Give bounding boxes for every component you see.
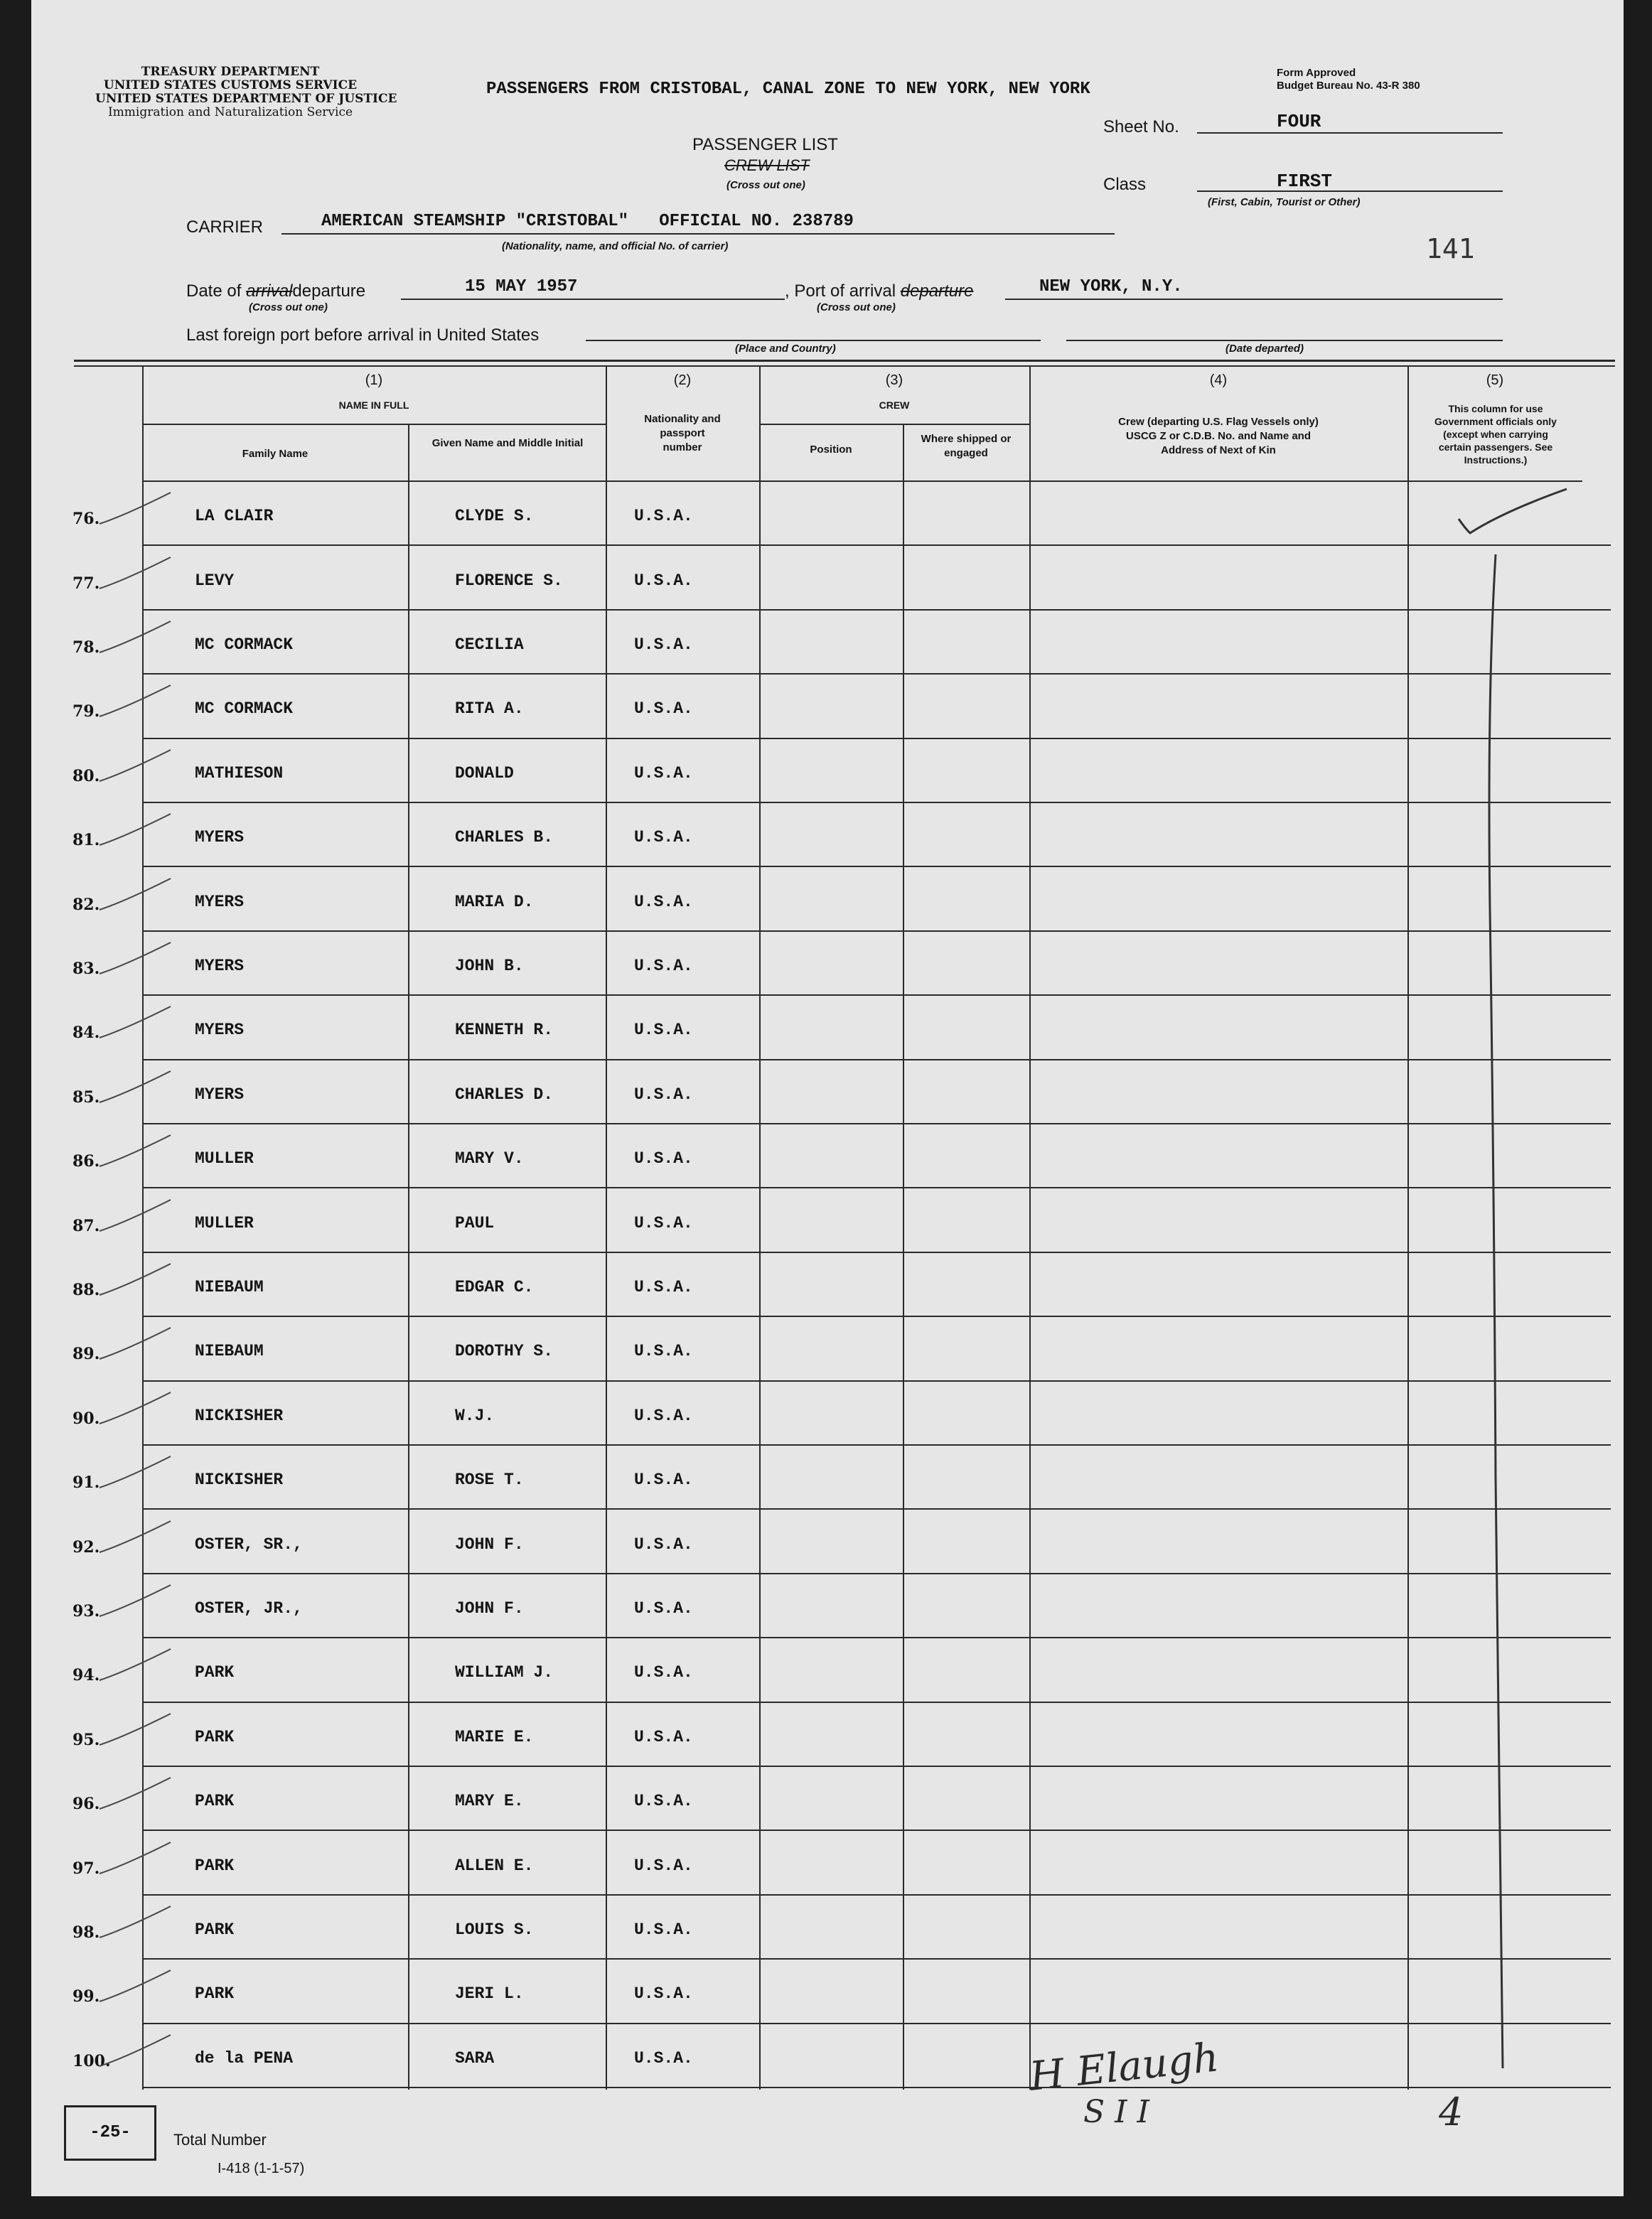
row-rule [142, 609, 1611, 611]
row-number: 92. [73, 1538, 100, 1557]
given-name: CHARLES D. [455, 1085, 554, 1104]
given-name: LOUIS S. [455, 1920, 534, 1939]
nationality: U.S.A. [634, 1407, 693, 1425]
col-given-name-header: Given Name and Middle Initial [431, 437, 584, 449]
nationality: U.S.A. [634, 1599, 693, 1618]
family-name: PARK [195, 1728, 235, 1746]
col2-number: (2) [673, 372, 692, 388]
col-position-header: Position [810, 444, 852, 456]
check-tick-icon [97, 553, 175, 596]
check-tick-icon [97, 1581, 175, 1623]
port-crossed-out: departure [900, 281, 974, 301]
document-sheet [31, 0, 1624, 2196]
row-rule [142, 1508, 1611, 1510]
given-name: DOROTHY S. [455, 1342, 554, 1360]
officer-initials: S I I [1083, 2094, 1149, 2130]
row-rule [142, 1187, 1611, 1188]
given-name: JOHN F. [455, 1535, 524, 1554]
family-name: de la PENA [195, 2049, 294, 2068]
nationality: U.S.A. [634, 1021, 693, 1039]
nationality: U.S.A. [634, 1535, 693, 1554]
row-rule [142, 1123, 1611, 1124]
total-number-box [64, 2105, 156, 2161]
given-name: MARY V. [455, 1149, 524, 1168]
row-number: 89. [73, 1345, 100, 1363]
col-nationality-header: Nationality and passport number [644, 413, 721, 453]
sheet-value: FOUR [1277, 111, 1321, 132]
nationality: U.S.A. [634, 957, 693, 975]
check-tick-icon [97, 874, 175, 917]
given-name: CHARLES B. [455, 828, 554, 847]
row-number: 77. [73, 574, 100, 593]
carrier-note: (Nationality, name, and official No. of carrier) [502, 240, 729, 252]
family-name: PARK [195, 1792, 235, 1810]
agency-line: Immigration and Naturalization Service [107, 105, 353, 119]
given-name: DONALD [455, 764, 514, 783]
row-number: 95. [73, 1731, 100, 1749]
carrier-label: CARRIER [186, 217, 264, 237]
col1-title: NAME IN FULL [338, 399, 409, 411]
family-name: PARK [195, 1857, 235, 1875]
row-number: 99. [73, 1987, 100, 2006]
agency-line: UNITED STATES DEPARTMENT OF JUSTICE [95, 92, 397, 106]
check-mark-icon [1459, 489, 1567, 533]
family-name: NICKISHER [195, 1471, 284, 1489]
agency-line: TREASURY DEPARTMENT [141, 65, 320, 79]
check-tick-icon [97, 1645, 175, 1687]
family-name: MC CORMACK [195, 699, 294, 718]
given-name: RITA A. [455, 699, 524, 718]
row-rule [142, 1252, 1611, 1253]
row-number: 79. [73, 702, 100, 721]
row-rule [142, 673, 1611, 675]
given-name: CLYDE S. [455, 507, 534, 525]
row-number: 94. [73, 1666, 100, 1685]
family-name: MYERS [195, 1085, 245, 1104]
col5-number: (5) [1486, 372, 1504, 388]
row-number: 81. [73, 831, 100, 849]
check-tick-icon [97, 1517, 175, 1559]
given-name: CECILIA [455, 635, 524, 654]
given-name: JERI L. [455, 1984, 524, 2003]
family-name: MYERS [195, 1021, 245, 1039]
family-name: MULLER [195, 1214, 254, 1232]
carrier-value: AMERICAN STEAMSHIP "CRISTOBAL" OFFICIAL NO. 238789 [321, 212, 854, 231]
place-note: (Place and Country) [735, 343, 836, 355]
row-rule [142, 1637, 1611, 1638]
family-name: LA CLAIR [195, 507, 274, 525]
last-port-label: Last foreign port before arrival in United States [186, 326, 540, 345]
check-tick-icon [97, 488, 175, 531]
agency-block [95, 65, 397, 119]
cross-out-note: (Cross out one) [726, 179, 805, 191]
row-rule [142, 1573, 1611, 1574]
nationality: U.S.A. [634, 2049, 693, 2068]
family-name: MC CORMACK [195, 635, 294, 654]
row-rule [142, 1958, 1611, 1960]
given-name: MARIA D. [455, 893, 534, 911]
column5-annotations [1446, 483, 1609, 2104]
given-name: MARIE E. [455, 1728, 534, 1746]
class-value: FIRST [1277, 171, 1333, 192]
check-tick-icon [97, 1709, 175, 1752]
nationality: U.S.A. [634, 1728, 693, 1746]
sheet-label: Sheet No. [1103, 117, 1179, 136]
nationality: U.S.A. [634, 699, 693, 718]
nationality: U.S.A. [634, 1920, 693, 1939]
given-name: EDGAR C. [455, 1278, 534, 1296]
given-name: JOHN F. [455, 1599, 524, 1618]
given-name: WILLIAM J. [455, 1663, 554, 1682]
family-name: OSTER, JR., [195, 1599, 303, 1618]
col-where-shipped-header: Where shipped or engaged [921, 433, 1012, 459]
given-name: JOHN B. [455, 957, 524, 975]
row-number: 100. [73, 2052, 111, 2070]
row-number: 82. [73, 896, 100, 914]
family-name: NIEBAUM [195, 1278, 264, 1296]
check-tick-icon [97, 810, 175, 852]
given-name: KENNETH R. [455, 1021, 554, 1039]
vertical-ditto-stroke [1489, 554, 1503, 2068]
date-crossed-out: arrival [246, 281, 293, 301]
family-name: LEVY [195, 571, 235, 590]
date-label-suffix: departure [292, 281, 366, 301]
check-tick-icon [97, 1259, 175, 1302]
port-label-prefix: , Port of arrival [785, 281, 896, 301]
check-tick-icon [97, 1773, 175, 1816]
family-name: MATHIESON [195, 764, 284, 783]
class-label: Class [1103, 175, 1147, 194]
route-title: PASSENGERS FROM CRISTOBAL, CANAL ZONE TO NEW YORK, NEW YORK [486, 80, 1090, 99]
col-family-name-header: Family Name [242, 448, 309, 460]
given-name: W.J. [455, 1407, 495, 1425]
check-tick-icon [97, 1196, 175, 1238]
row-number: 84. [73, 1023, 100, 1042]
nationality: U.S.A. [634, 635, 693, 654]
date-label-prefix: Date of [186, 281, 242, 301]
family-name: PARK [195, 1920, 235, 1939]
row-rule [142, 1444, 1611, 1446]
page-number-stamp: 141 [1426, 233, 1475, 264]
nationality: U.S.A. [634, 764, 693, 783]
row-rule [142, 544, 1611, 546]
family-name: MYERS [195, 893, 245, 911]
nationality: U.S.A. [634, 1342, 693, 1360]
check-tick-icon [97, 681, 175, 724]
given-name: FLORENCE S. [455, 571, 563, 590]
row-number: 83. [73, 960, 100, 978]
check-tick-icon [97, 1838, 175, 1881]
row-number: 85. [73, 1088, 100, 1107]
family-name: MYERS [195, 828, 245, 847]
given-name: PAUL [455, 1214, 495, 1232]
check-tick-icon [97, 1388, 175, 1431]
total-number-label: Total Number [173, 2131, 267, 2149]
date-value: 15 MAY 1957 [465, 277, 578, 296]
family-name: PARK [195, 1984, 235, 2003]
class-note: (First, Cabin, Tourist or Other) [1208, 196, 1361, 208]
nationality: U.S.A. [634, 1857, 693, 1875]
col5-title: This column for use Government officials only (except when carrying certain passengers. See Instructions.) [1434, 403, 1557, 466]
column5-count-mark: 4 [1439, 2090, 1464, 2134]
nationality: U.S.A. [634, 1663, 693, 1682]
nationality: U.S.A. [634, 828, 693, 847]
nationality: U.S.A. [634, 893, 693, 911]
nationality: U.S.A. [634, 1085, 693, 1104]
family-name: NICKISHER [195, 1407, 284, 1425]
check-tick-icon [97, 1452, 175, 1495]
check-tick-icon [97, 1902, 175, 1945]
given-name: MARY E. [455, 1792, 524, 1810]
port-label [785, 281, 973, 301]
row-number: 86. [73, 1152, 100, 1171]
row-number: 87. [73, 1217, 100, 1235]
check-tick-icon [97, 1131, 175, 1173]
row-number: 88. [73, 1281, 100, 1299]
nationality: U.S.A. [634, 1792, 693, 1810]
check-tick-icon [97, 1323, 175, 1366]
officer-signature: H Elaugh [1027, 2034, 1221, 2100]
row-rule [142, 2023, 1611, 2024]
agency-line: UNITED STATES CUSTOMS SERVICE [103, 78, 358, 92]
row-number: 78. [73, 638, 100, 657]
budget-bureau-number: Budget Bureau No. 43-R 380 [1277, 80, 1420, 92]
row-number: 98. [73, 1923, 100, 1942]
row-rule [142, 1894, 1611, 1896]
crossed-out-crew-list: CREW LIST [724, 156, 810, 174]
check-tick-icon [97, 617, 175, 660]
row-rule [142, 1059, 1611, 1060]
check-tick-icon [97, 938, 175, 981]
family-name: MYERS [195, 957, 245, 975]
row-number: 93. [73, 1602, 100, 1621]
row-rule [142, 802, 1611, 803]
row-rule [142, 1702, 1611, 1703]
row-number: 96. [73, 1795, 100, 1813]
family-name: MULLER [195, 1149, 254, 1168]
check-tick-icon [97, 1966, 175, 2009]
col1-number: (1) [365, 372, 383, 388]
check-tick-icon [97, 1002, 175, 1045]
nationality: U.S.A. [634, 507, 693, 525]
family-name: PARK [195, 1663, 235, 1682]
row-number: 76. [73, 510, 100, 528]
row-rule [142, 866, 1611, 867]
port-cross-note: (Cross out one) [817, 301, 896, 313]
list-title: PASSENGER LIST [692, 135, 838, 154]
check-tick-icon [97, 2031, 175, 2073]
col4-number: (4) [1209, 372, 1228, 388]
row-rule [142, 1380, 1611, 1382]
given-name: SARA [455, 2049, 495, 2068]
row-number: 97. [73, 1859, 100, 1878]
total-number-value: -25- [90, 2123, 131, 2142]
form-approved: Form Approved [1277, 67, 1356, 79]
date-cross-note: (Cross out one) [249, 301, 328, 313]
nationality: U.S.A. [634, 571, 693, 590]
date-departed-note: (Date departed) [1225, 343, 1304, 355]
nationality: U.S.A. [634, 1214, 693, 1232]
row-rule [142, 1766, 1611, 1767]
row-number: 80. [73, 767, 100, 785]
date-label [186, 281, 365, 301]
nationality: U.S.A. [634, 1471, 693, 1489]
col4-title: Crew (departing U.S. Flag Vessels only) USCG Z or C.D.B. No. and Name and Address of Next of Kin [1118, 416, 1319, 456]
row-rule [142, 994, 1611, 996]
nationality: U.S.A. [634, 1984, 693, 2003]
nationality: U.S.A. [634, 1149, 693, 1168]
row-rule [142, 1316, 1611, 1317]
given-name: ALLEN E. [455, 1857, 534, 1875]
row-rule [142, 930, 1611, 932]
row-number: 90. [73, 1409, 100, 1428]
col3-title: CREW [879, 399, 910, 411]
nationality: U.S.A. [634, 1278, 693, 1296]
port-value: NEW YORK, N.Y. [1039, 277, 1183, 296]
row-rule [142, 2087, 1611, 2088]
col3-number: (3) [885, 372, 903, 388]
row-rule [142, 738, 1611, 739]
form-id: I-418 (1-1-57) [218, 2161, 305, 2176]
family-name: NIEBAUM [195, 1342, 264, 1360]
check-tick-icon [97, 1067, 175, 1110]
row-rule [142, 1830, 1611, 1831]
check-tick-icon [97, 746, 175, 788]
family-name: OSTER, SR., [195, 1535, 303, 1554]
row-number: 91. [73, 1473, 100, 1492]
given-name: ROSE T. [455, 1471, 524, 1489]
